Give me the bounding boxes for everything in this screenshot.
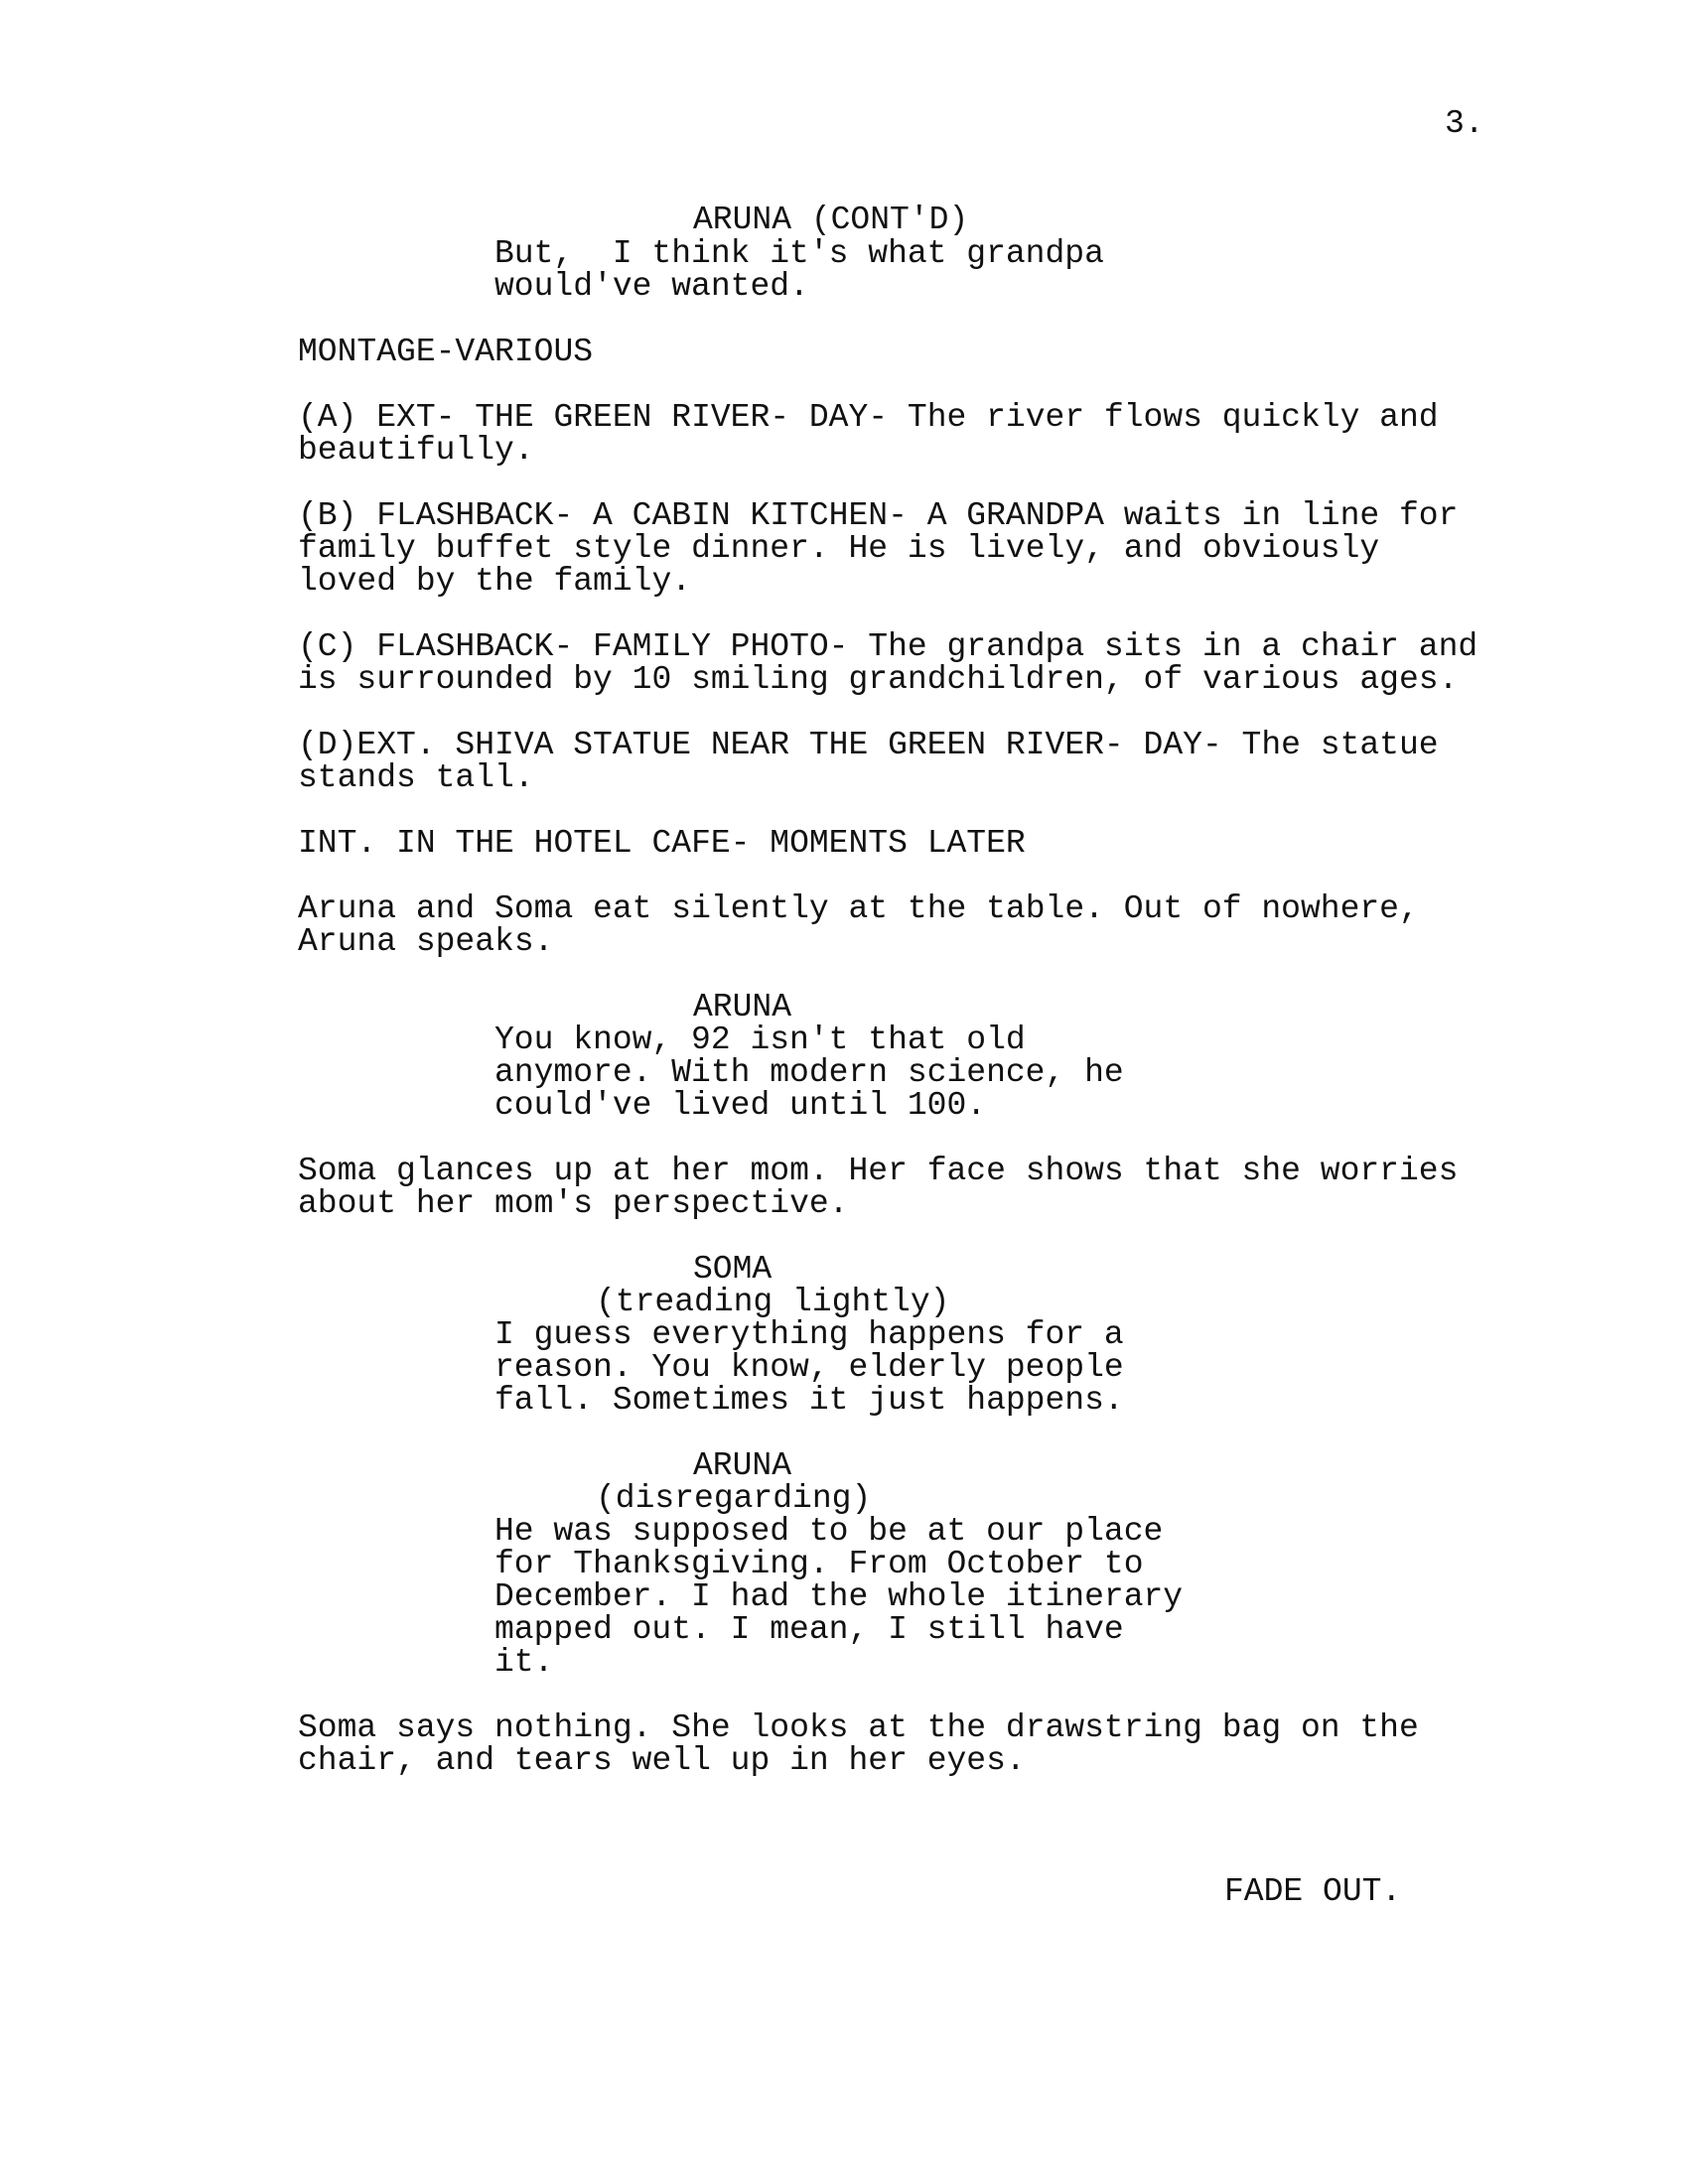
action-line: Soma glances up at her mom. Her face shows that she worries (298, 1153, 1459, 1189)
montage-item-d: (D)EXT. SHIVA STATUE NEAR THE GREEN RIVER- DAY- The statue (298, 727, 1439, 763)
dialogue-line: December. I had the whole itinerary (494, 1578, 1184, 1615)
parenthetical: (treading lightly) (596, 1284, 950, 1320)
montage-item-c: is surrounded by 10 smiling grandchildren, of various ages. (298, 661, 1459, 698)
character-name: ARUNA (693, 989, 792, 1025)
character-name: ARUNA (CONT'D) (693, 202, 969, 238)
montage-item-b: (B) FLASHBACK- A CABIN KITCHEN- A GRANDPA waits in line for (298, 497, 1459, 534)
page-number: 3. (1445, 105, 1484, 142)
montage-item-b: loved by the family. (298, 563, 692, 600)
montage-item-d: stands tall. (298, 759, 534, 796)
montage-item-a: (A) EXT- THE GREEN RIVER- DAY- The river flows quickly and (298, 399, 1439, 436)
action-line: Soma says nothing. She looks at the drawstring bag on the (298, 1709, 1419, 1746)
action-line: chair, and tears well up in her eyes. (298, 1742, 1026, 1779)
dialogue-line: anymore. With modern science, he (494, 1054, 1124, 1091)
dialogue-line: for Thanksgiving. From October to (494, 1546, 1144, 1582)
dialogue-line: reason. You know, elderly people (494, 1349, 1124, 1386)
dialogue-line: would've wanted. (494, 268, 809, 305)
dialogue-line: But, I think it's what grandpa (494, 235, 1104, 272)
dialogue-line: mapped out. I mean, I still have (494, 1611, 1124, 1648)
character-name: ARUNA (693, 1447, 792, 1484)
montage-heading: MONTAGE-VARIOUS (298, 334, 594, 370)
parenthetical: (disregarding) (596, 1480, 872, 1517)
dialogue-line: could've lived until 100. (494, 1087, 987, 1124)
action-line: Aruna speaks. (298, 923, 554, 960)
dialogue-line: I guess everything happens for a (494, 1316, 1124, 1353)
action-line: about her mom's perspective. (298, 1185, 849, 1222)
dialogue-line: You know, 92 isn't that old (494, 1022, 1026, 1058)
action-line: Aruna and Soma eat silently at the table. Out of nowhere, (298, 890, 1419, 927)
character-name: SOMA (693, 1251, 773, 1288)
montage-item-a: beautifully. (298, 432, 534, 469)
montage-item-c: (C) FLASHBACK- FAMILY PHOTO- The grandpa sits in a chair and (298, 628, 1478, 665)
transition: FADE OUT. (1224, 1873, 1402, 1910)
montage-item-b: family buffet style dinner. He is lively, and obviously (298, 530, 1380, 567)
dialogue-line: He was supposed to be at our place (494, 1513, 1164, 1550)
scene-heading: INT. IN THE HOTEL CAFE- MOMENTS LATER (298, 825, 1026, 862)
dialogue-line: it. (494, 1644, 554, 1681)
dialogue-line: fall. Sometimes it just happens. (494, 1382, 1124, 1419)
